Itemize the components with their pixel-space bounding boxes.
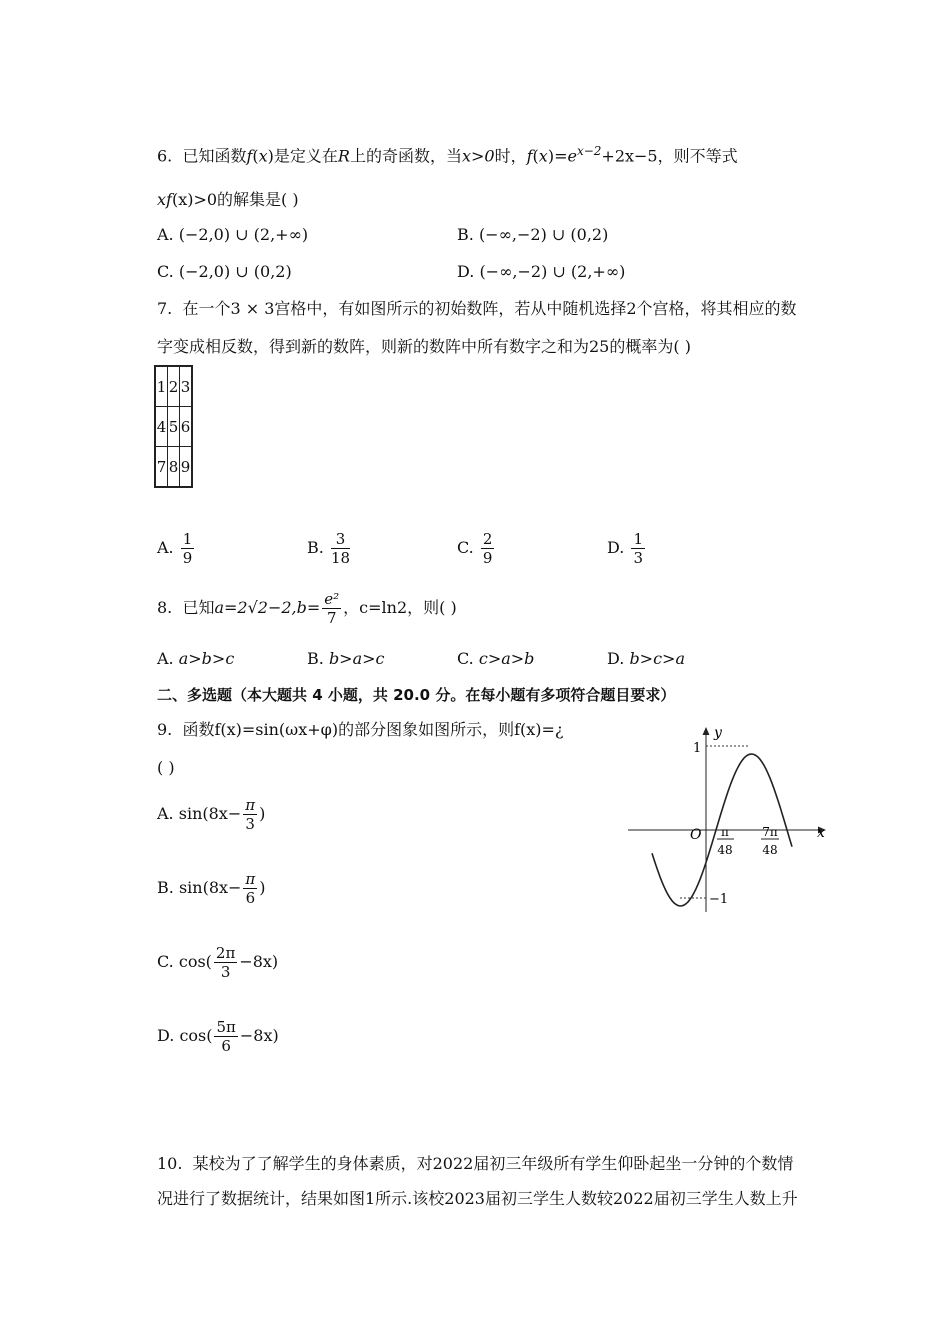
tick2-den: 48	[762, 843, 778, 857]
q7-option-c[interactable]: C. $\frac{2}{9}$	[457, 530, 493, 567]
y-axis-arrow-icon	[703, 727, 710, 735]
x-label: x	[817, 825, 825, 841]
q10-line1: 10. 某校为了了解学生的身体素质，对2022届初三年级所有学生仰卧起坐一分钟的个数情	[157, 1154, 794, 1173]
q9-option-b[interactable]: B. sin(8x− $\frac{\pi}{6}$ )	[157, 870, 266, 907]
tick1-num: π	[721, 825, 729, 839]
grid-cell: 6	[180, 407, 193, 447]
grid-cell: 2	[168, 366, 180, 407]
q6-line2: xf(x)>0的解集是( )	[157, 190, 299, 209]
sine-graph	[620, 722, 835, 917]
y-max-label: 1	[693, 741, 702, 756]
grid-cell: 5	[168, 407, 180, 447]
y-min-label: −1	[709, 892, 729, 907]
grid-cell: 8	[168, 447, 180, 488]
fraction: $\frac{1}{9}$	[182, 530, 193, 567]
grid-cell: 3	[180, 366, 193, 407]
q8-option-d[interactable]: D. b>c>a	[607, 649, 685, 668]
grid-cell: 9	[180, 447, 193, 488]
q10-line2: 况进行了数据统计，结果如图1所示.该校2023届初三学生人数较2022届初三学生人数上升	[157, 1189, 798, 1208]
q9-paren: ( )	[157, 758, 175, 777]
tick1-den: 48	[717, 843, 733, 857]
q8-option-b[interactable]: B. b>a>c	[307, 649, 385, 668]
fraction: $\frac{1}{3}$	[633, 530, 643, 567]
q8-option-a[interactable]: A. a>b>c	[157, 649, 235, 668]
q7-line2: 字变成相反数，得到新的数阵，则新的数阵中所有数字之和为25的概率为( )	[157, 337, 691, 356]
q6-option-c[interactable]: C. (−2,0) ∪ (0,2)	[157, 262, 292, 281]
q9-option-d[interactable]: D. cos( $\frac{5\pi}{6}$ −8x)	[157, 1018, 279, 1055]
fraction: $\frac{\pi}{6}$	[245, 870, 256, 907]
fraction: $\frac{5\pi}{6}$	[216, 1018, 236, 1055]
fraction: $\frac{\pi}{3}$	[245, 796, 256, 833]
y-label: y	[714, 725, 722, 741]
number-grid	[154, 365, 193, 488]
q8-line1: 8. 已知a=2√2−2,b= $\frac{\text{e²}}{7}$ ，c=ln2，则( )	[157, 590, 457, 627]
section-title: 二、多选题（本大题共 4 小题，共 20.0 分。在每小题有多项符合题目要求）	[157, 686, 676, 704]
q7-option-a[interactable]: A. $\frac{1}{9}$	[157, 530, 193, 567]
origin-label: O	[690, 827, 702, 843]
q7-option-b[interactable]: B. $\frac{3}{18}$	[307, 530, 351, 567]
q7-option-d[interactable]: D. $\frac{1}{3}$	[607, 530, 643, 567]
grid-cell: 1	[155, 366, 168, 407]
q6-option-d[interactable]: D. (−∞,−2) ∪ (2,+∞)	[457, 262, 626, 281]
q6-option-a[interactable]: A. (−2,0) ∪ (2,+∞)	[157, 225, 309, 244]
fraction: $\frac{3}{18}$	[330, 530, 351, 567]
fraction: $\frac{2\pi}{3}$	[215, 944, 236, 981]
q9-line1: 9. 函数f(x)=sin(ωx+φ)的部分图象如图所示，则f(x)=¿	[157, 720, 564, 739]
q6-line1: 6. 已知函数f(x)是定义在R上的奇函数，当x>0时，$f(x)=e^{x-2}+2x-5$，则不等式	[157, 144, 738, 166]
fraction: $\frac{2}{9}$	[482, 530, 493, 567]
q9-option-a[interactable]: A. sin(8x− $\frac{\pi}{3}$ )	[157, 796, 266, 833]
q7-line1: 7. 在一个3 × 3宫格中，有如图所示的初始数阵，若从中随机选择2个宫格，将其相应的数	[157, 299, 797, 318]
fraction: $\frac{\text{e²}}{7}$	[324, 590, 340, 627]
tick2-num: 7π	[762, 825, 778, 839]
q8-option-c[interactable]: C. c>a>b	[457, 649, 535, 668]
grid-cell: 4	[155, 407, 168, 447]
q6-option-b[interactable]: B. (−∞,−2) ∪ (0,2)	[457, 225, 609, 244]
grid-cell: 7	[155, 447, 168, 488]
q9-option-c[interactable]: C. cos( $\frac{2\pi}{3}$ −8x)	[157, 944, 279, 981]
